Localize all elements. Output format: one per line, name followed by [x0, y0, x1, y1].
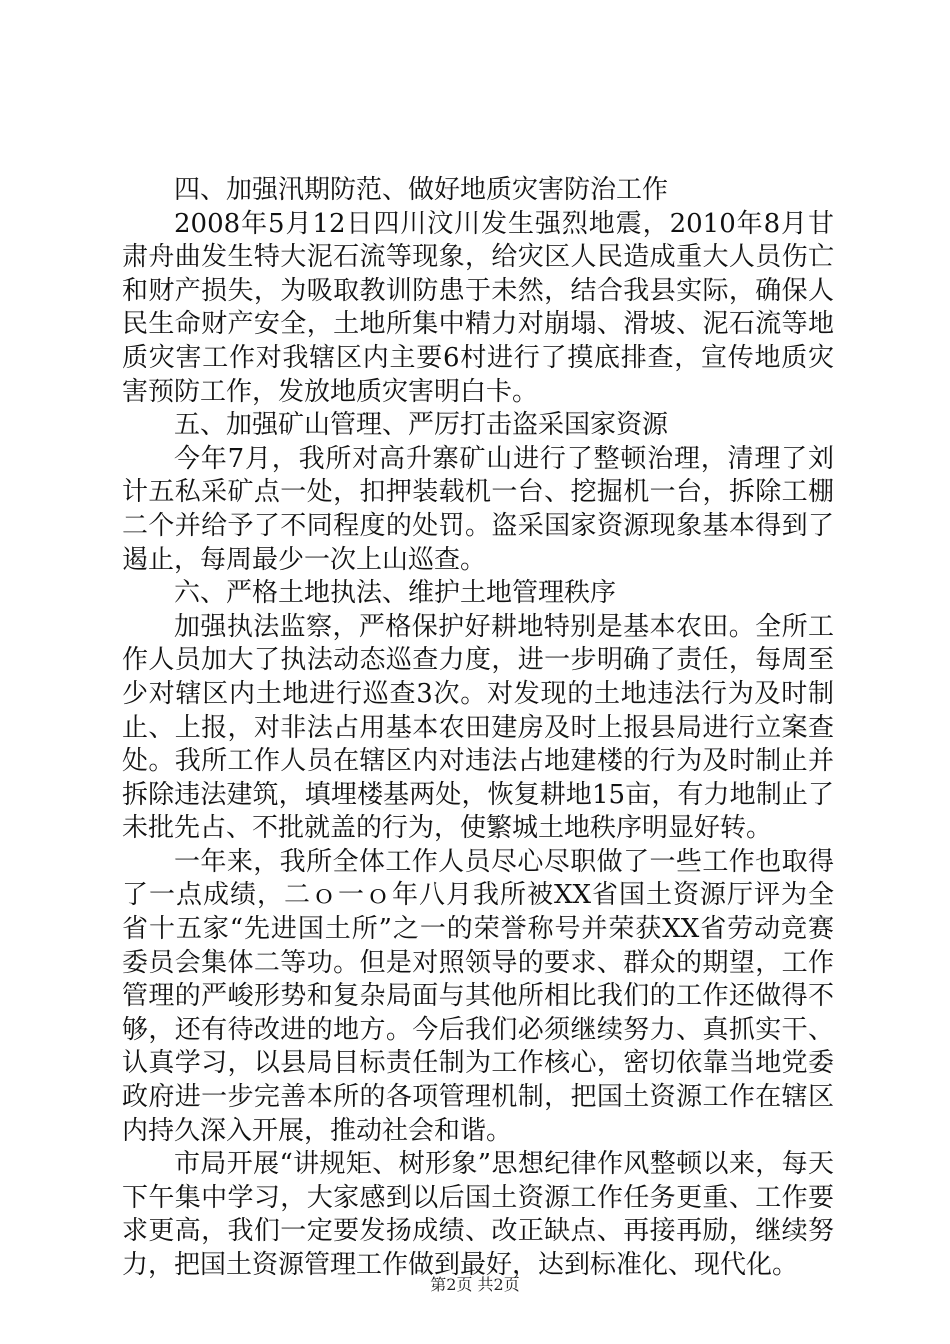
- section-heading-6: 六、严格土地执法、维护土地管理秩序: [174, 578, 617, 609]
- paragraph-mine-management: 今年7月，我所对高升寨矿山进行了整顿治理，清理了刘计五私采矿点一处，扣押装载机一台、挖掘机一台，拆除工棚二个并给予了不同程度的处罚。盗采国家资源现象基本得到了遏止，每周最少一次上山巡查。: [122, 443, 834, 575]
- paragraph-land-enforcement: 加强执法监察，严格保护好耕地特别是基本农田。全所工作人员加大了执法动态巡查力度，进一步明确了责任，每周至少对辖区内土地进行巡查3次。对发现的土地违法行为及时制止、上报，对非法占用基本农田建房及时上报县局进行立案查处。我所工作人员在辖区内对违法占地建楼的行为及时制止并拆除违法建筑，填埋楼基两处，恢复耕地15亩，有力地制止了未批先占、不批就盖的行为，使繁城土地秩序明显好转。: [122, 611, 834, 844]
- paragraph-geological-disaster: 2008年5月12日四川汶川发生强烈地震，2010年8月甘肃舟曲发生特大泥石流等现象，给灾区人民造成重大人员伤亡和财产损失，为吸取教训防患于未然，结合我县实际，确保人民生命财产安全，土地所集中精力对崩塌、滑坡、泥石流等地质灾害工作对我辖区内主要6村进行了摸底排查，宣传地质灾害预防工作，发放地质灾害明白卡。: [122, 208, 834, 407]
- page-number-footer: 第2页 共2页: [430, 1275, 520, 1294]
- section-heading-5: 五、加强矿山管理、严厉打击盗采国家资源: [174, 410, 669, 441]
- paragraph-conclusion: 市局开展“讲规矩、树形象”思想纪律作风整顿以来，每天下午集中学习，大家感到以后国土资源工作任务更重、工作要求更高，我们一定要发扬成绩、改正缺点、再接再励，继续努力，把国土资源管理工作做到最好，达到标准化、现代化。: [122, 1149, 834, 1280]
- paragraph-annual-summary: 一年来，我所全体工作人员尽心尽职做了一些工作也取得了一点成绩，二ｏ一ｏ年八月我所被XX省国土资源厅评为全省十五家“先进国土所”之一的荣誉称号并荣获XX省劳动竞赛委员会集体二等功。但是对照领导的要求、群众的期望，工作管理的严峻形势和复杂局面与其他所相比我们的工作还做得不够，还有待改进的地方。今后我们必须继续努力、真抓实干、认真学习，以县局目标责任制为工作核心，密切依靠当地党委政府进一步完善本所的各项管理机制，把国土资源工作在辖区内持久深入开展，推动社会和谐。: [122, 846, 834, 1146]
- document-body: [122, 174, 834, 1283]
- section-heading-4: 四、加强汛期防范、做好地质灾害防治工作: [174, 175, 669, 205]
